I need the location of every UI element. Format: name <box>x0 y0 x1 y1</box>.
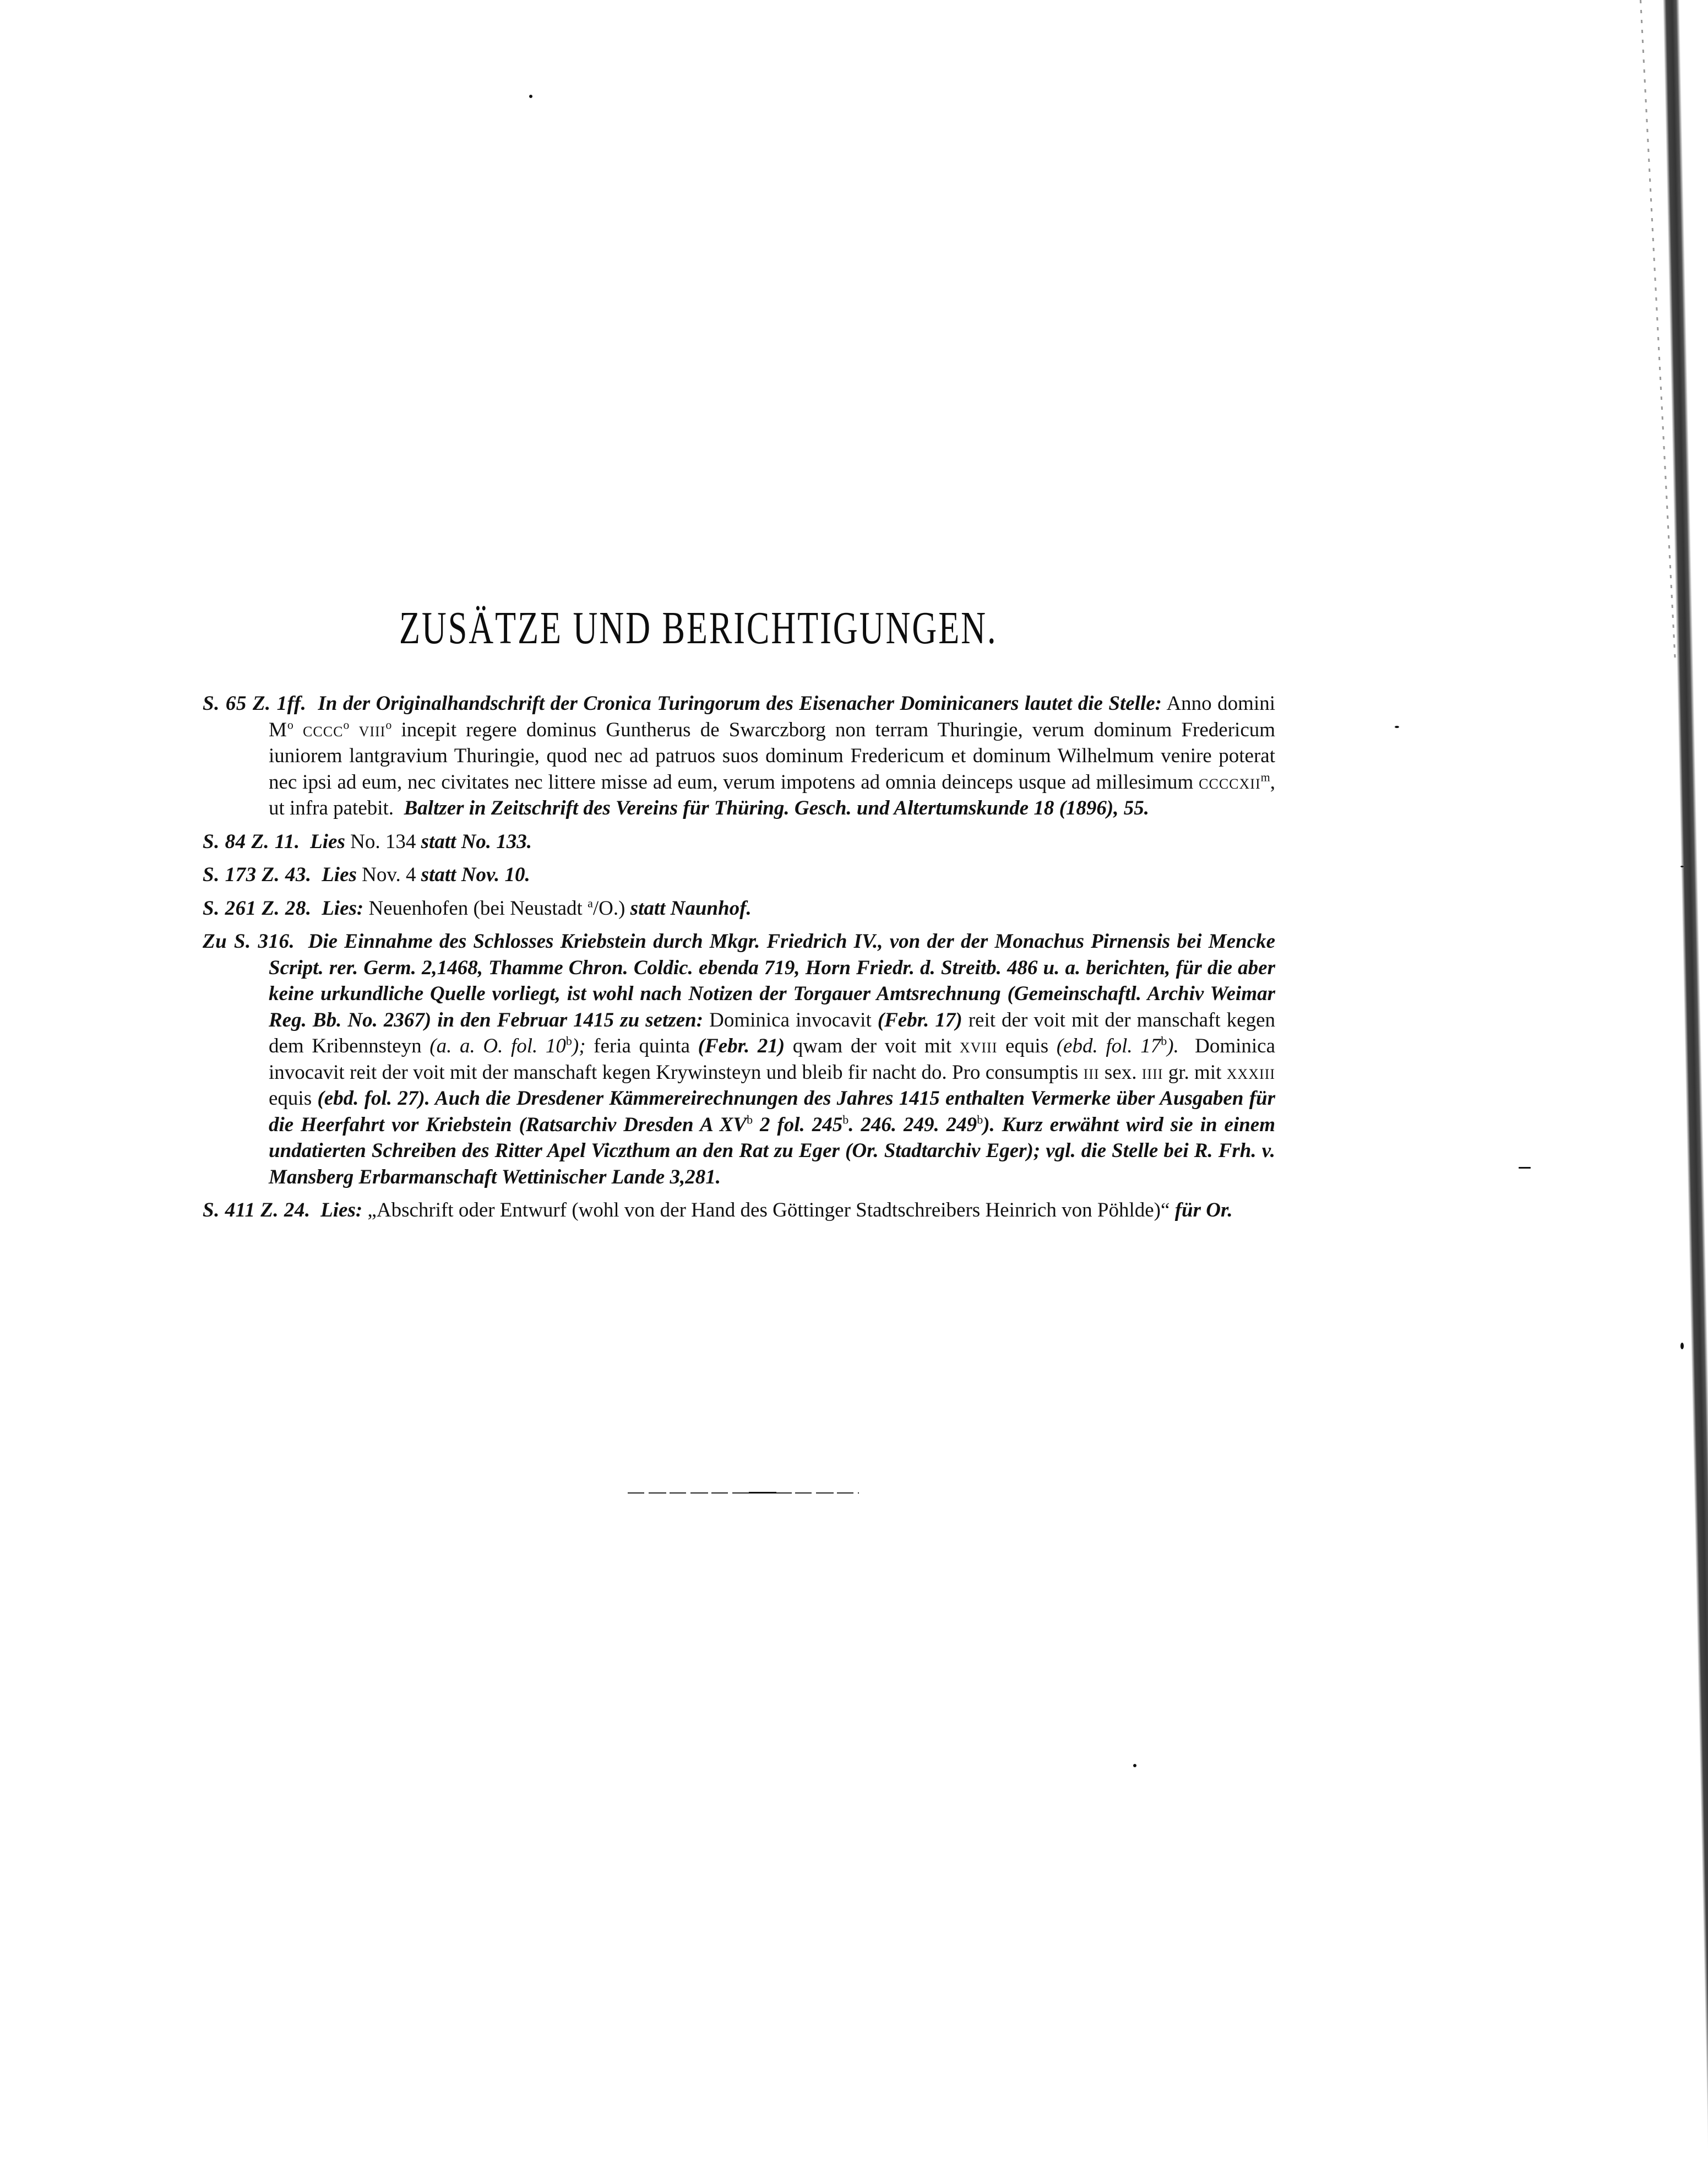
statt-label: statt <box>421 830 456 853</box>
commentary-text: . 246. 249. 249 <box>848 1113 977 1136</box>
roman-numeral: iiii <box>1141 1061 1163 1084</box>
quote-text: incepit regere dominus Guntherus de Swarczborg non terram Thuringie, verum dominum Fredericum iuniorem lantgravium Thuringie, quod nec ad patruos suos dominum Fredericum et dominum Wilhelmum venire poterat nec ipsi ad eum, nec civitates nec littere misse ad eum, verum impotens ad omnia deinceps usque ad millesimum <box>269 718 1276 794</box>
correct-reading: /O.) <box>592 897 625 920</box>
commentary-text: ). Kurz erwähnt wird sie in einem undatierten Schreiben des Ritter Apel Viczthum an den Rat zu Eger (Or. Stadtarchiv Eger); vgl. die Stelle bei R. Frh. v. Mansberg Erbarmanschaft Wettinischer Lande 3,281. <box>269 1113 1276 1188</box>
commentary-text: Die Einnahme des Schlosses Kriebstein durch Mkgr. Friedrich IV., von der der Monachus Pirnensis bei Mencke Script. rer. Germ. 2,1468, Thamme Chron. Coldic. ebenda 719, Horn Friedr. d. Streitb. 486 u. a. berichten, für die aber keine urkundliche Quelle vorliegt, ist wohl nach Notizen der Torgauer Amtsrechnung (Gemeinschaftl. Archiv Weimar Reg. Bb. No. 2367) in den Februar 1415 zu setzen: <box>269 930 1275 1031</box>
separator-rule <box>628 1492 859 1494</box>
quote-text: , ut infra patebit. <box>269 770 1275 819</box>
quote-text: Dominica invocavit <box>709 1008 872 1031</box>
superscript: a <box>588 896 593 910</box>
roman-numeral: cccc <box>303 718 344 741</box>
quote-text: Dominica invocavit reit der voit mit der manschaft kegen Krywinsteyn und bleib fir nacht do. Pro consumptis <box>269 1035 1276 1084</box>
correction-entry <box>203 691 1275 822</box>
statt-label: statt <box>630 897 666 920</box>
quote-text: qwam der voit mit <box>792 1035 952 1057</box>
scan-speck <box>529 95 532 98</box>
source-citation: Baltzer in Zeitschrift des Vereins für Thüring. Gesch. und Altertumskunde 18 (1896), 55. <box>404 797 1149 819</box>
superscript: b <box>747 1112 753 1127</box>
quote-text: gr. mit <box>1168 1061 1222 1084</box>
date-note: (Febr. 17) <box>877 1008 962 1031</box>
correction-entry <box>203 862 1275 888</box>
roman-numeral: viii <box>358 718 386 741</box>
correct-reading: No. 134 <box>350 830 416 853</box>
wrong-reading: Naunhof. <box>670 897 752 920</box>
folio-reference-end: ). <box>1167 1035 1179 1057</box>
scan-speck <box>1133 1764 1136 1767</box>
lies-label: Lies: <box>320 1199 363 1221</box>
folio-reference: (ebd. fol. 17 <box>1056 1035 1161 1057</box>
lies-label: Lies <box>310 830 345 853</box>
quote-text: Anno domini <box>1166 692 1276 715</box>
scan-speck <box>1395 726 1399 728</box>
page-title: ZUSÄTZE UND BERICHTIGUNGEN. <box>399 602 998 654</box>
wrong-reading: No. 133. <box>461 830 532 853</box>
quote-text: sex. <box>1104 1061 1137 1084</box>
superscript: b <box>842 1112 849 1127</box>
quote-text: feria quinta <box>594 1035 690 1057</box>
folio-reference-end: ); <box>572 1035 586 1057</box>
superscript: b <box>977 1112 983 1127</box>
entry-reference: S. 411 Z. 24. <box>203 1199 311 1221</box>
correct-reading: „Abschrift oder Entwurf (wohl von der Hand des Göttinger Stadtschreibers Heinrich von Pöhlde)“ <box>367 1199 1170 1221</box>
superscript: o <box>287 718 293 732</box>
entry-intro: In der Originalhandschrift der Cronica Turingorum des Eisenacher Dominicaners lautet die Stelle: <box>318 692 1162 715</box>
correct-reading: Nov. 4 <box>362 864 416 886</box>
entry-reference: S. 173 Z. 43. <box>203 864 312 886</box>
lies-label: Lies <box>322 864 357 886</box>
entry-reference: S. 65 Z. 1ff. <box>203 692 307 715</box>
scan-speck <box>1519 1167 1531 1169</box>
roman-numeral: M <box>269 718 287 741</box>
quote-text: equis <box>269 1087 312 1110</box>
roman-numeral: xxxiii <box>1226 1061 1276 1084</box>
commentary-text: (ebd. fol. 27). Auch die Dresdener Kämmereirechnungen des Jahres 1415 enthalten Vermerke über Ausgaben für die Heerfahrt vor Kriebstein (Ratsarchiv Dresden A XV <box>269 1087 1275 1136</box>
superscript: o <box>343 718 350 732</box>
correction-entry <box>203 1197 1275 1224</box>
correction-entry <box>203 928 1275 1190</box>
roman-numeral: xviii <box>959 1035 998 1057</box>
superscript: o <box>385 718 392 732</box>
superscript: b <box>1161 1034 1167 1048</box>
binding-edge <box>1663 0 1708 2183</box>
wrong-reading: für Or. <box>1174 1199 1233 1221</box>
statt-label: statt <box>421 864 456 886</box>
separator-rule-center <box>749 1492 776 1494</box>
corrections-list <box>203 691 1275 1231</box>
superscript: m <box>1260 770 1270 784</box>
commentary-text: 2 fol. 245 <box>760 1113 843 1136</box>
date-note: (Febr. 21) <box>698 1035 785 1057</box>
correction-entry <box>203 895 1275 922</box>
quote-text: reit der voit mit der manschaft kegen dem Kribennsteyn <box>269 1008 1276 1057</box>
correction-entry <box>203 829 1275 855</box>
roman-numeral: iii <box>1083 1061 1100 1084</box>
lies-label: Lies: <box>322 897 364 920</box>
correct-reading: Neuenhofen (bei Neustadt <box>368 897 583 920</box>
wrong-reading: Nov. 10. <box>461 864 530 886</box>
entry-reference: S. 261 Z. 28. <box>203 897 312 920</box>
folio-reference: (a. a. O. fol. 10 <box>429 1035 566 1057</box>
superscript: b <box>565 1034 572 1048</box>
scan-speck <box>1680 1343 1684 1349</box>
entry-reference: Zu S. 316. <box>203 930 295 953</box>
entry-reference: S. 84 Z. 11. <box>203 830 300 853</box>
quote-text: equis <box>1005 1035 1049 1057</box>
roman-numeral: ccccxii <box>1199 770 1261 794</box>
